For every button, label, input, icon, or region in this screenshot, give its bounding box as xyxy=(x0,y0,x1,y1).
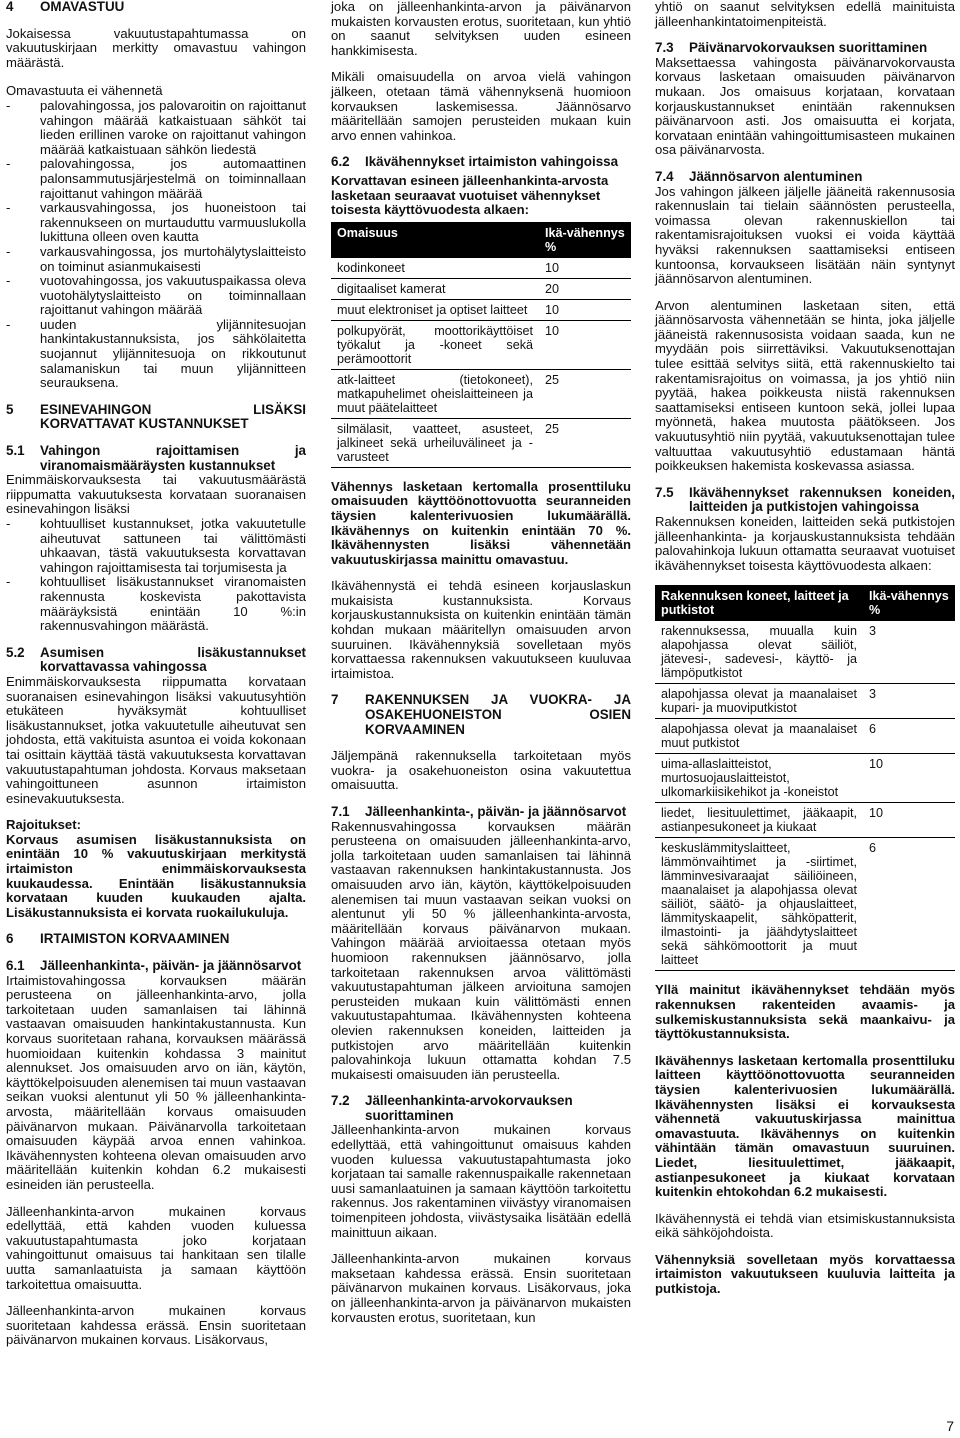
table-cell-item: keskuslämmityslaitteet, lämmönvaihtimet ja -siirtimet, lämminvesivaraajat säiliöineen, maanalaiset ja alapohjassa olevat säiliöt, säätö- ja ohjauslaitteet, lämmityskaapelit, sähköpatterit, ilmastointi- ja jäähdytyslaitteet sekä sähkömoottorit ja muut laitteet xyxy=(655,838,863,971)
section-7-heading: 7 RAKENNUKSEN JA VUOKRA- JA OSAKEHUONEISTON OSIEN KORVAAMINEN xyxy=(331,692,631,737)
section-7-5-paragraph: Rakennuksen koneiden, laitteiden sekä putkistojen jälleenhankinta- ja korjauskustannuksista tehdään palovahinkoja lukuun ottamatta seuraavat vuotuiset ikävähennykset toisesta käyttövuodesta alkaen: xyxy=(655,514,955,573)
rakennus-depreciation-table xyxy=(655,585,955,971)
table-cell-pct: 10 xyxy=(539,320,631,369)
table-cell-item: silmälasit, vaatteet, asusteet, jalkineet sekä urheiluvälineet ja -varusteet xyxy=(331,418,539,467)
table-cell-pct: 10 xyxy=(863,803,955,838)
table-cell-pct: 10 xyxy=(539,258,631,279)
table-cell-item: muut elektroniset ja optiset laitteet xyxy=(331,299,539,320)
table-cell-pct: 10 xyxy=(863,754,955,803)
list-item: - varkausvahingossa, jos huoneistoon tai rakennukseen on murtauduttu varmuuslukolla lukittuna olleen oven kautta xyxy=(6,201,306,245)
table-cell-pct: 25 xyxy=(539,369,631,418)
table-row xyxy=(655,719,955,754)
section-7-2-paragraph-a: Jälleenhankinta-arvon mukainen korvaus edellyttää, että vahingoittunut omaisuus kahden vuoden kuluessa vakuutustapahtumasta joko korjataan tai samalle rakennuspaikalle rakennetaan uusi samanlaatuinen ja samaan käyttöön tarkoitettu rakennus. Jos rakentaminen viivästyy viranomaisen toimenpiteen johdosta, viivästysaika lisätään edellä mainittuun aikaan. xyxy=(331,1122,631,1240)
section-7-5-paragraph-c: Ikävähennystä ei tehdä vian etsimiskustannuksista eikä sähköjohdoista. xyxy=(655,1210,955,1241)
section-6-heading: 6 IRTAIMISTON KORVAAMINEN xyxy=(6,931,230,947)
section-5-heading: 5 ESINEVAHINGON LISÄKSI KORVATTAVAT KUSTANNUKSET xyxy=(6,401,306,432)
table-cell-pct: 3 xyxy=(863,684,955,719)
section-5-1-list xyxy=(6,517,306,634)
omavastuu-intro: Omavastuuta ei vähennetä xyxy=(6,83,163,99)
list-item: - vuotovahingossa, jos vakuutuspaikassa oleva vuotohälytyslaitteisto on toiminnallaan rajoittanut vahingon määrää xyxy=(6,274,306,318)
table-header-row xyxy=(331,222,631,258)
section-7-paragraph: Jäljempänä rakennuksella tarkoitetaan myös vuokra- ja osakehuoneiston osina vakuutettua omaisuutta. xyxy=(331,748,631,793)
omavastuu-paragraph: Jokaisessa vakuutustapahtumassa on vakuutuskirjaan merkitty omavastuu vahingon määrästä. xyxy=(6,25,306,70)
section-7-1-paragraph: Rakennusvahingossa korvauksen määrän perusteena on omaisuuden jälleenhankinta-arvo, jolla tarkoitetaan uuden samanlaisen tai lähinnä vastaavan rakennuksen hankintakustannusta. Jos omaisuuden arvo iän, käytön, käyttökelpoisuuden alenemisen tai muun vastaavan seikan vuoksi on alentunut yli 50 % jälleenhankinta-arvosta, määritellään korvaus päivänarvon mukaan. Vahingon määrää arvioitaessa otetaan myös huomioon rakennuksen jäännösarvo, jolla tarkoitetaan rakennuksen arvoa välittömästi vakuutustapahtuman jälkeen arvioituna samojen perusteiden mukaan kuin välittömästi ennen vakuutustapahtumaa. Ikävähennysten kohteena olevien rakennuksen koneiden, laitteiden ja putkistojen arvo määritellään kuitenkin palovahinkoja lukuun ottamatta kohdan 7.5 mukaisesti omaisuuden iän perusteella. xyxy=(331,818,631,1082)
table-cell-item: alapohjassa olevat ja maanalaiset kupari- ja muoviputkistot xyxy=(655,684,863,719)
section-7-4-paragraph-a: Jos vahingon jälkeen jäljelle jääneitä rakennusosia rakennuslain tai tielain säännösten perusteella, voimassa olevan rakennuskiellon tai rakentamisrajoituksen vuoksi ei voida käyttää hyväksi rakennuksen saattamiseksi entiseen kuntoonsa, korvaukseen lisätään näin syntynyt jäännösarvon alentuminen. xyxy=(655,183,955,287)
section-7-1-heading: 7.1 Jälleenhankinta-, päivän- ja jäännösarvot xyxy=(331,804,627,819)
table-header-pct: Ikä-vähennys % xyxy=(539,222,631,258)
table-row xyxy=(655,684,955,719)
list-item: - uuden ylijännitesuojan hankintakustannuksista, jos sähkölaitetta suojannut ylijännitesuoja on rikkoutunut salamaniskun tai muun ylijännitteen seurauksena. xyxy=(6,318,306,391)
section-6-1-paragraph-c: Jälleenhankinta-arvon mukainen korvaus suoritetaan kahdessa erässä. Ensin suoritetaan päivänarvon mukainen korvaus. Lisäkorvaus, xyxy=(6,1303,306,1348)
section-5-2-heading: 5.2 Asumisen lisäkustannukset korvattavassa vahingossa xyxy=(6,644,306,675)
rajoitukset-text: Korvaus asumisen lisäkustannuksista on enintään 10 % vakuutuskirjaan merkitystä irtaimiston enimmäiskorvauksesta kuukaudessa. Enintään lisäkustannuksia korvataan kuuden kuukauden ajalta. Lisäkustannuksista ei korvata ruokailukuluja. xyxy=(6,831,306,920)
section-7-4-paragraph-b: Arvon alentuminen lasketaan siten, että jäännösarvosta vähennetään se hinta, joka jäljelle jääneistä rakennusosista voidaan saada, kun ne myydään pois siirrettäviksi. Vakuutuksenottajan tulee esittää selvitys siitä, että rakennuskielto tai rakentamisrajoitus on voimassa, ja jos yhtiö niin pyytää, hakea poikkeusta niistä rakennuksen saattamiseksi entiseen kuntoon sekä, jollei lupaa myönnetä, hakea muutosta päätökseen. Jos vakuutusyhtiö niin pyytää, vakuutuksenottajan tulee valtuuttaa vakuutusyhtiö edustamaan häntä poikkeuksen hakemista koskevassa asiassa. xyxy=(655,297,955,474)
section-6-1-paragraph-a: Irtaimistovahingossa korvauksen määrän perusteena on jälleenhankinta-arvo, jolla tarkoitetaan uuden samanlaisen tai lähinnä vastaavan omaisuuden hankintakustannusta. Kun korvaus suoritetaan rahana, korvauksen määrässä huomioidaan kuitenkin kohdassa 3 mainitut alennukset. Jos omaisuuden arvo on iän, käytön, käyttökelpoisuuden alenemisen tai muun vastaavan seikan vuoksi alentunut yli 50 % jälleenhankinta- arvosta, määritellään korvaus omaisuuden päivänarvon mukaan. Päivänarvolla tarkoitetaan omaisuuden käypää arvoa ennen vahinkoa. Ikävähennysten kohteena olevan omaisuuden arvo määritellään kuitenkin kohdan 6.2 mukaisesti esineiden iän perusteella. xyxy=(6,972,306,1192)
table-cell-pct: 25 xyxy=(539,418,631,467)
column-left xyxy=(6,0,306,1360)
section-4-heading: 4 OMAVASTUU xyxy=(6,0,125,14)
table-row xyxy=(655,621,955,684)
section-5-1-heading: 5.1 Vahingon rajoittamisen ja viranomaismääräysten kustannukset xyxy=(6,443,306,473)
table-header-pct: Ikä-vähennys % xyxy=(863,585,955,621)
table-row xyxy=(331,278,631,299)
table-cell-pct: 20 xyxy=(539,278,631,299)
section-7-2-heading: 7.2 Jälleenhankinta-arvokorvauksen suorittaminen xyxy=(331,1093,573,1123)
section-6-2-paragraph: Ikävähennystä ei tehdä esineen korjauslaskun mukaisista kustannuksista. Korvaus korjauskustannuksista on kuitenkin enintään tämän kohdan mukaan määritellyn omaisuuden arvon suuruinen. Ikävähennyksiä sovelletaan myös korvattaessa rakennuksen vakuutukseen kuuluvaa irtaimistoa. xyxy=(331,578,631,681)
table-row xyxy=(655,754,955,803)
list-item: - varkausvahingossa, jos murtohälytyslaitteisto on toiminut asianmukaisesti xyxy=(6,245,306,274)
section-6-1-paragraph-b: Jälleenhankinta-arvon mukainen korvaus edellyttää, että kahden vuoden kuluessa vakuutustapahtumasta joko korjataan vahingoittunut omaisuus tai hankitaan sen tilalle uutta samanlaatuista ja samaan käyttöön tarkoitettua omaisuutta. xyxy=(6,1203,306,1292)
section-7-4-heading: 7.4 Jäännösarvon alentuminen xyxy=(655,168,863,184)
table-row xyxy=(331,418,631,467)
table-row xyxy=(331,369,631,418)
table-header-item: Rakennuksen koneet, laitteet ja putkistot xyxy=(655,585,863,621)
table-cell-pct: 3 xyxy=(863,621,955,684)
table-cell-item: rakennuksessa, muualla kuin alapohjassa olevat säiliöt, jätevesi-, sadevesi-, käyttö- ja lämpöputkistot xyxy=(655,621,863,684)
section-7-3-heading: 7.3 Päivänarvokorvauksen suorittaminen xyxy=(655,40,928,56)
section-7-3-paragraph: Maksettaessa vahingosta päivänarvokorvausta korvaus lasketaan omaisuuden päivänarvon mukaan. Jos omaisuus korjataan, korvataan korjauskustannukset enintään rakennuksen päivänarvoon asti. Jos omaisuutta ei korjata, korvataan enintään vahingoittumisasteen mukainen osa päivänarvosta. xyxy=(655,54,955,158)
table-row xyxy=(331,258,631,279)
table-cell-item: alapohjassa olevat ja maanalaiset muut putkistot xyxy=(655,719,863,754)
irtaimisto-depreciation-table xyxy=(331,222,631,468)
table-cell-item: polkupyörät, moottorikäyttöiset työkalut ja -koneet sekä perämoottorit xyxy=(331,320,539,369)
section-7-5-bold-paragraph-2: Ikävähennys lasketaan kertomalla prosenttiluku laitteen käyttöönottovuotta seuranneiden täysien kalenterivuosien lukumäärällä. Ikävähennysten lisäksi ei korvauksesta vähennetä vakuutuskirjassa mainittua omavastuuta. Ikävähennys on kuitenkin vähintään tämän omavastuun suuruinen. Liedet, liesituulettimet, jääkaapit, astianpesukoneet ja kiukaat korvataan kuitenkin ehtokohdan 6.2 mukaisesti. xyxy=(655,1052,955,1200)
list-item: - kohtuulliset lisäkustannukset viranomaisten rakennusta koskevista pakottavista määräyksistä enintään 10 %:in rakennusvahingon määrästä. xyxy=(6,575,306,633)
section-7-5-heading: 7.5 Ikävähennykset rakennuksen koneiden, laitteiden ja putkistojen vahingoissa xyxy=(655,484,955,515)
table-cell-item: atk-laitteet (tietokoneet), matkapuhelimet oheislaitteineen ja muut päätelaitteet xyxy=(331,369,539,418)
page-number: 7 xyxy=(946,1418,954,1434)
section-6-1-heading: 6.1 Jälleenhankinta-, päivän- ja jäännösarvot xyxy=(6,958,302,974)
table-row xyxy=(331,299,631,320)
table-row xyxy=(331,320,631,369)
rajoitukset-label: Rajoitukset: xyxy=(6,817,81,833)
list-item: - kohtuulliset kustannukset, jotka vakuutetulle aiheutuvat sattuneen tai välittömästi uhkaavan, tästä vakuutuksesta korvattavan vahingon rajoittamisesta tai torjumisesta ja xyxy=(6,517,306,575)
table-cell-item: liedet, liesituulettimet, jääkaapit, astianpesukoneet ja kiukaat xyxy=(655,803,863,838)
continued-paragraph: yhtiö on saanut selvityksen edellä mainituista jälleenhankintatoimenpiteistä. xyxy=(655,0,955,29)
table-header-row xyxy=(655,585,955,621)
table-row xyxy=(655,803,955,838)
list-item: - palovahingossa, jos automaattinen palonsammutusjärjestelmä on toiminnallaan rajoittanut vahingon määrää xyxy=(6,157,306,201)
column-middle xyxy=(331,0,631,1337)
section-5-2-paragraph: Enimmäiskorvauksesta riippumatta korvataan suoranaisen esinevahingon lisäksi vakuutusyhtiön etukäteen hyväksymät kohtuulliset lisäkustannukset, jotka vakuutetulle aiheutuvat sen johdosta, että vakituista asuntoa ei voida kokonaan tai osittain käyttää tästä vakuutuksesta korvattavan vakuutustapahtuman johdosta. Korvaus maksetaan vahingoittuneen asunnon irtaimiston esinevakuutuksesta. xyxy=(6,673,306,806)
section-7-5-bold-paragraph-1: Yllä mainitut ikävähennykset tehdään myös rakennuksen rakenteiden avaamis- ja sulkemiskustannuksista sekä maankaivu- ja täyttökustannuksista. xyxy=(655,982,955,1042)
section-7-2-paragraph-b: Jälleenhankinta-arvon mukainen korvaus maksetaan kahdessa erässä. Ensin suoritetaan päivänarvon mukainen korvaus. Lisäkorvaus, joka on jälleenhankinta-arvon ja päivänarvon mukaisten korvausten erotus, suoritetaan, kun xyxy=(331,1251,631,1325)
table-cell-item: digitaaliset kamerat xyxy=(331,278,539,299)
table-cell-pct: 10 xyxy=(539,299,631,320)
section-7-5-bold-paragraph-3: Vähennyksiä sovelletaan myös korvattaessa irtaimiston vakuutukseen kuuluvia laitteita ja putkistoja. xyxy=(655,1251,955,1297)
table-cell-item: uima-allaslaitteistot, murtosuojauslaitteistot, ulkomarkiisikehikot ja -koneistot xyxy=(655,754,863,803)
continued-paragraph: joka on jälleenhankinta-arvon ja päivänarvon mukaisten korvausten erotus, suoritetaan, kun yhtiö on saanut selvityksen uuden esineen hankkimisesta. xyxy=(331,0,631,58)
section-6-2-bold-paragraph: Vähennys lasketaan kertomalla prosenttiluku omaisuuden käyttöönottovuotta seuranneiden täysien kalenterivuosien lukumäärällä. Ikävähennys on kuitenkin enintään 70 %. Ikävähennysten lisäksi vähennetään vakuutuskirjassa mainittu omavastuu. xyxy=(331,478,631,567)
list-item: - palovahingossa, jos palovaroitin on rajoittanut vahingon määrää katkaistuaan sähköt tai lieden erillinen varoke on rajoittanut vahingon määrää katkaistuaan sähkön liedestä xyxy=(6,99,306,157)
table-cell-item: kodinkoneet xyxy=(331,258,539,279)
table-header-item: Omaisuus xyxy=(331,222,539,258)
section-5-1-paragraph: Enimmäiskorvauksesta tai vakuutusmäärästä riippumatta vakuutuksesta korvataan suoranaisen esinevahingon lisäksi xyxy=(6,472,306,517)
section-6-2-heading: 6.2 Ikävähennykset irtaimiston vahingoissa xyxy=(331,154,619,170)
column-right xyxy=(655,0,955,1309)
table-cell-pct: 6 xyxy=(863,838,955,971)
omavastuu-list xyxy=(6,99,306,391)
table-row xyxy=(655,838,955,971)
jaannosarvo-paragraph: Mikäli omaisuudella on arvoa vielä vahingon jälkeen, otetaan tämä vähennyksenä huomioon korvauksen laskemisessa. Jäännösarvo määritellään samojen perusteiden mukaan kuin arvo ennen vahinkoa. xyxy=(331,69,631,143)
table-cell-pct: 6 xyxy=(863,719,955,754)
section-6-2-lead: Korvattavan esineen jälleenhankinta-arvosta lasketaan seuraavat vuotuiset vähennykset toisesta käyttövuodesta alkaen: xyxy=(331,172,609,218)
